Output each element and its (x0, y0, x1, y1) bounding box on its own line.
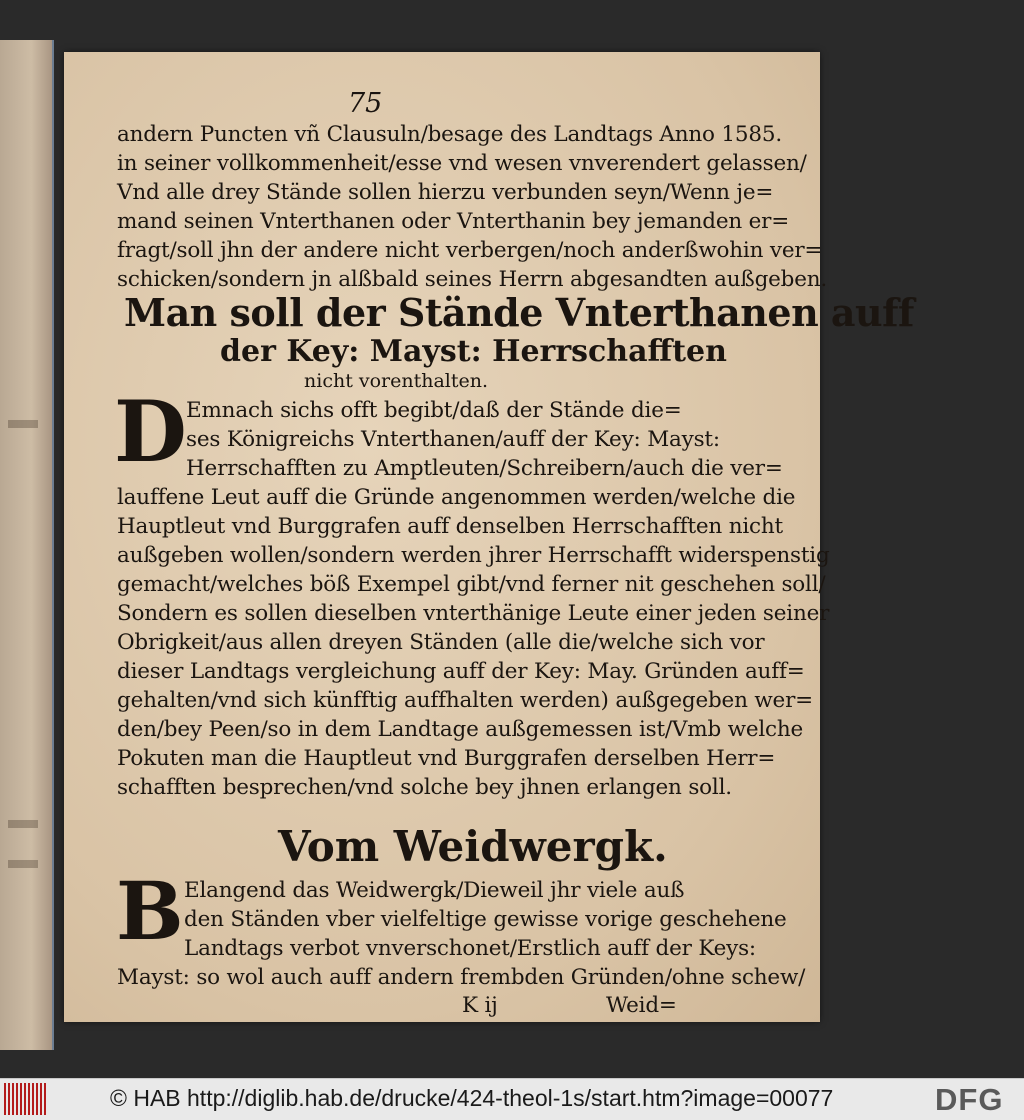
text-line: in seiner vollkommenheit/esse vnd wesen vnverendert gelassen/ (117, 151, 807, 176)
ink-mark (8, 860, 38, 868)
text-line: außgeben wollen/sondern werden jhrer Herrschafft widerspenstig (117, 543, 830, 568)
text-line: Sondern es sollen dieselben vnterthänige Leute einer jeden seiner (117, 601, 830, 626)
text-line: Hauptleut vnd Burggrafen auff denselben Herrschafften nicht (117, 514, 783, 539)
text-line: Herrschafften zu Amptleuten/Schreibern/auch die ver= (186, 456, 783, 481)
text-line: gehalten/vnd sich künfftig auffhalten werden) außgegeben wer= (117, 688, 813, 713)
text-line: schafften besprechen/vnd solche bey jhnen erlangen soll. (117, 775, 732, 800)
drop-cap: D (114, 382, 187, 481)
ink-mark (8, 420, 38, 428)
text-line: Pokuten man die Hauptleut vnd Burggrafen derselben Herr= (117, 746, 776, 771)
ink-mark (8, 820, 38, 828)
page-number: 75 (348, 88, 383, 119)
text-line: ses Königreichs Vnterthanen/auff der Key: Mayst: (186, 427, 720, 452)
section-heading-line-2: der Key: Mayst: Herrschafften (220, 334, 727, 369)
footer-bar (0, 1078, 1024, 1120)
section-heading: Man soll der Stände Vnterthanen auff (124, 290, 914, 335)
text-line: den/bey Peen/so in dem Landtage außgemessen ist/Vmb welche (117, 717, 804, 742)
section-heading: Vom Weidwergk. (278, 822, 668, 871)
section-heading-line-3: nicht vorenthalten. (304, 370, 489, 392)
copyright-url: © HAB http://diglib.hab.de/drucke/424-theol-1s/start.htm?image=00077 (110, 1085, 834, 1111)
text-line: Emnach sichs offt begibt/daß der Stände die= (186, 398, 682, 423)
previous-page-edge (0, 40, 54, 1050)
text-line: Elangend das Weidwergk/Dieweil jhr viele auß (184, 878, 685, 903)
text-line: fragt/soll jhn der andere nicht verbergen/noch anderßwohin ver= (117, 238, 823, 263)
text-line: dieser Landtags vergleichung auff der Key: May. Gründen auff= (117, 659, 805, 684)
text-line: gemacht/welches böß Exempel gibt/vnd ferner nit geschehen soll/ (117, 572, 826, 597)
text-line: mand seinen Vnterthanen oder Vnterthanin bey jemanden er= (117, 209, 790, 234)
text-line: Mayst: so wol auch auff andern frembden Gründen/ohne schew/ (117, 965, 806, 990)
catchword: Weid= (606, 993, 677, 1018)
text-line: andern Puncten vñ Clausuln/besage des Landtags Anno 1585. (117, 122, 782, 147)
text-line: schicken/sondern jn alßbald seines Herrn abgesandten außgeben. (117, 267, 828, 292)
drop-cap: B (116, 864, 184, 958)
text-line: den Ständen vber vielfeltige gewisse vorige geschehene (184, 907, 787, 932)
text-line: Obrigkeit/aus allen dreyen Ständen (alle die/welche sich vor (117, 630, 765, 655)
dfg-logo: DFG (935, 1082, 1004, 1117)
book-page (64, 52, 914, 1022)
text-line: lauffene Leut auff die Gründe angenommen werden/welche die (117, 485, 796, 510)
text-line: Vnd alle drey Stände sollen hierzu verbunden seyn/Wenn je= (117, 180, 774, 205)
text-line: Landtags verbot vnverschonet/Erstlich auff der Keys: (184, 936, 756, 961)
hab-logo-icon (4, 1083, 48, 1115)
signature-mark: K ij (462, 993, 498, 1018)
